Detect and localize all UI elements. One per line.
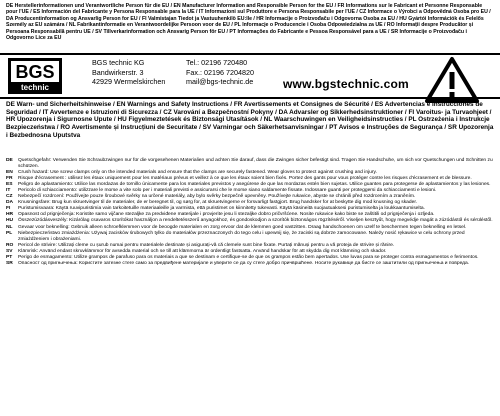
language-code: SV (6, 248, 13, 254)
language-code: SR (6, 260, 13, 266)
instruction-text: Klämrisk: Använd endast skruvklämmor för avsedda material och se till att klämmorna är ordentligt fastsatta. Använd handskar för att skydda dig mot klämning och skador. (18, 248, 387, 254)
instruction-text: Niebezpieczeństwo zmiażdżenia: Używaj zacisków śrubowych tylko do materiałów przeznaczonych do tego celu i upewnij się, że zaciski są dobrze zamocowane. Należy nosić rękawice w celu ochrony przed zmiażdżeniem i obrażeniami. (18, 230, 465, 242)
bgs-logo (8, 58, 62, 94)
language-code: CZ (6, 194, 13, 200)
instruction-text: Опасност од пригњечења: Користите затезне стеге само за предвиђене материјале и уверите се да су стеге добро причвршћене. Носите рукавице да бисте се заштитили од пригњечења и повреда. (18, 260, 470, 266)
company-city: 42929 Wermelskirchen (92, 77, 166, 87)
instruction-text: Összezúzódásveszély: Kizárólag csavaros szorítókat használjon a rendeltetésszerű anyagokhoz, és gondoskodjon a szorítók biztonságos rögzítéséről. Viseljen kesztyűt, hogy megvédje magát a zúzódástól és sérüléstől. (18, 218, 493, 224)
company-contact (186, 58, 254, 87)
instruction-text: Quetschgefahr: Verwenden Sie Schraubzwingen nur für die vorgesehenen Materialien und achten Sie darauf, dass die Zwingen sicher befestigt sind. Tragen Sie Handschuhe, um sich vor Quetschungen und Schnitten zu schützen. (18, 158, 493, 170)
instruction-row-de (6, 158, 494, 170)
language-code: HR (6, 212, 14, 218)
language-code: PT (6, 254, 13, 260)
language-code: DE (6, 158, 13, 163)
company-address (92, 58, 165, 87)
language-code: PL (6, 230, 13, 236)
divider-top (0, 53, 500, 55)
instruction-row-sr (6, 261, 494, 267)
logo-text: BGS (15, 62, 55, 82)
instruction-row-pl (6, 231, 494, 243)
language-code: HU (6, 218, 14, 224)
manufacturer-info-heading: DE Herstellerinformationen und Verantwortliche Person für die EU / EN Manufacturer Information and Responsible Person for the EU / FR Informations sur le Fabricant et Personne Responsable pour l'UE / ES Información del Fabricante y Persona Responsable para la UE / IT Informazioni sul Produttore e Persona Responsabile per l'UE / CZ Informace o Výrobci a Odpovědná Osoba pro EU / DA Producentinformation og Ansvarlig Person for EU / FI Valmistajan Tiedot ja Vastuuhenkilö EU:lle / HR Informacije o Proizvođaču i Odgovorna Osoba za EU / HU Gyártói Információk és Felelős Személy az EU számára / NL Fabrikantinformatie en Verantwoordelijke Persoon voor de EU / PL Informacje o Producencie i Osoba Odpowiedzialna za UE / RO Informații despre Producător și Persoana Responsabilă pentru UE / SV Tillverkarinformation och Ansvarig Person för EU / PT Informações do Fabricante e Pessoa Responsável para a UE / SR Informacije o Proizvođaču i Odgovorno Lice za EU (6, 3, 491, 42)
language-code: FI (6, 206, 11, 212)
language-code: ES (6, 182, 13, 188)
fax-number: Fax.: 02196 7204820 (186, 67, 254, 77)
instruction-text: Crush hazard: Use screw clamps only on the intended materials and ensure that the clamps are securely fastened. Wear gloves to protect against crushing and injury. (18, 170, 377, 176)
website-link[interactable]: www.bgstechnic.com (283, 77, 409, 91)
safety-heading: DE Warn- und Sicherheitshinweise / EN Warnings and Safety Instructions / FR Avertissements et Consignes de Sécurité / ES Advertencias e Instrucciones de Seguridad / IT Avvertenze e Istruzioni di Sicurezza / CZ Varování a Bezpečnostní Pokyny / DA Advarsler og Sikkerhedsinstruktioner / FI Varoitus- ja Turvaohjeet / HR Upozorenja i Sigurnosne Upute / HU Figyelmeztetések és Biztonsági Utasítások / NL Waarschuwingen en Veiligheidsinstructies / PL Ostrzeżenia i Instrukcje Bezpieczeństwa / RO Avertismente și Instrucțiuni de Securitate / SV Varningar och Säkerhetsanvisningar / PT Avisos e Instruções de Segurança / SR Upozorenja i Bezbednosna Uputstva (6, 101, 494, 139)
safety-instructions-list (6, 158, 494, 267)
email-address: mail@bgs-technic.de (186, 77, 254, 87)
instruction-text: Peligro de aplastamiento: Utilice las mordazas de tornillo únicamente para los materiales previstos y asegúrese de que las mordazas estén bien sujetas. Utilice guantes para protegerse de aplastamientos y las lesiones. (18, 182, 491, 188)
language-code: RO (6, 242, 14, 248)
instruction-text: Nebezpečí rozdrcení: Používejte pouze šroubové svěrky na určené materiály, aby bylo svěrky bezpečně upevněny. Používejte rukavice, abyste se chránili před rozdrcením a zraněním. (18, 194, 416, 200)
instruction-text: Puristumisvaara: Käytä ruuvipuristimia vain tarkoitetuille materiaaleille ja varmista, että puristimet on kiinnitetty tukevasti. Käytä käsineitä suojautuaksesi puristumiselta ja loukkaantumiselta. (18, 206, 425, 212)
company-street: Bandwirkerstr. 3 (92, 67, 144, 77)
instruction-text: Pericolo di schiacciamento: utilizzare le morse a vite solo per i materiali previsti e assicurarsi che le morse siano saldamente fissate. Indossare guanti per proteggersi da schiacciamenti e lesioni. (18, 188, 437, 194)
instruction-text: Knusningsfare: Brug kun skruetvinger til de materialer, de er beregnet til, og sørg for, at skruetvingerne er forsvarligt fastgjort. Brug handsker for at beskytte dig mod knusning og skader. (18, 200, 418, 206)
logo-subtext: technic (20, 83, 50, 92)
instruction-text: Pericol de strivire: Utilizați cleme cu șurub numai pentru materialele destinate și asigurați-vă că clemele sunt bine fixate. Purtați mănuși pentru a vă proteja de strivire și rănire. (18, 242, 395, 248)
language-code: FR (6, 176, 13, 182)
company-name: BGS technic KG (92, 58, 145, 67)
language-code: IT (6, 188, 11, 194)
phone-number: Tel.: 02196 720480 (186, 58, 248, 67)
instruction-text: Opasnost od prignječenja: Koristite samo vijčane stezaljke za predviđene materijale i provjerite jesu li stezaljke dobro pričvršćene. Nosite rukavice kako biste se zaštitili od prignječenja i ozljeda. (18, 212, 435, 218)
language-code: DA (6, 200, 14, 206)
instruction-text: Perigo de esmagamento: Utilize grampos de parafuso para os materiais a que se destinam e certifique-se de que os grampos estão bem apertados. Use luvas para se proteger contra esmagamentos e ferimentos. (18, 254, 479, 260)
language-code: NL (6, 224, 13, 230)
instruction-text: Gevaar voor beknelling: Gebruik alleen schroefklemmen voor de beoogde materialen en zorg ervoor dat de klemmen goed vastzitten. Draag handschoenen om uzelf te beschermen tegen beknelling en letsel. (18, 224, 467, 230)
divider-middle (0, 97, 500, 99)
language-code: EN (6, 170, 13, 176)
instruction-text: Risque d'écrasement : utilisez les étaux uniquement pour les matériaux prévus et veillez à ce que les étaux soient bien fixés. Portez des gants pour vous protéger contre les risques d'écrasement et de blessure. (18, 176, 472, 182)
